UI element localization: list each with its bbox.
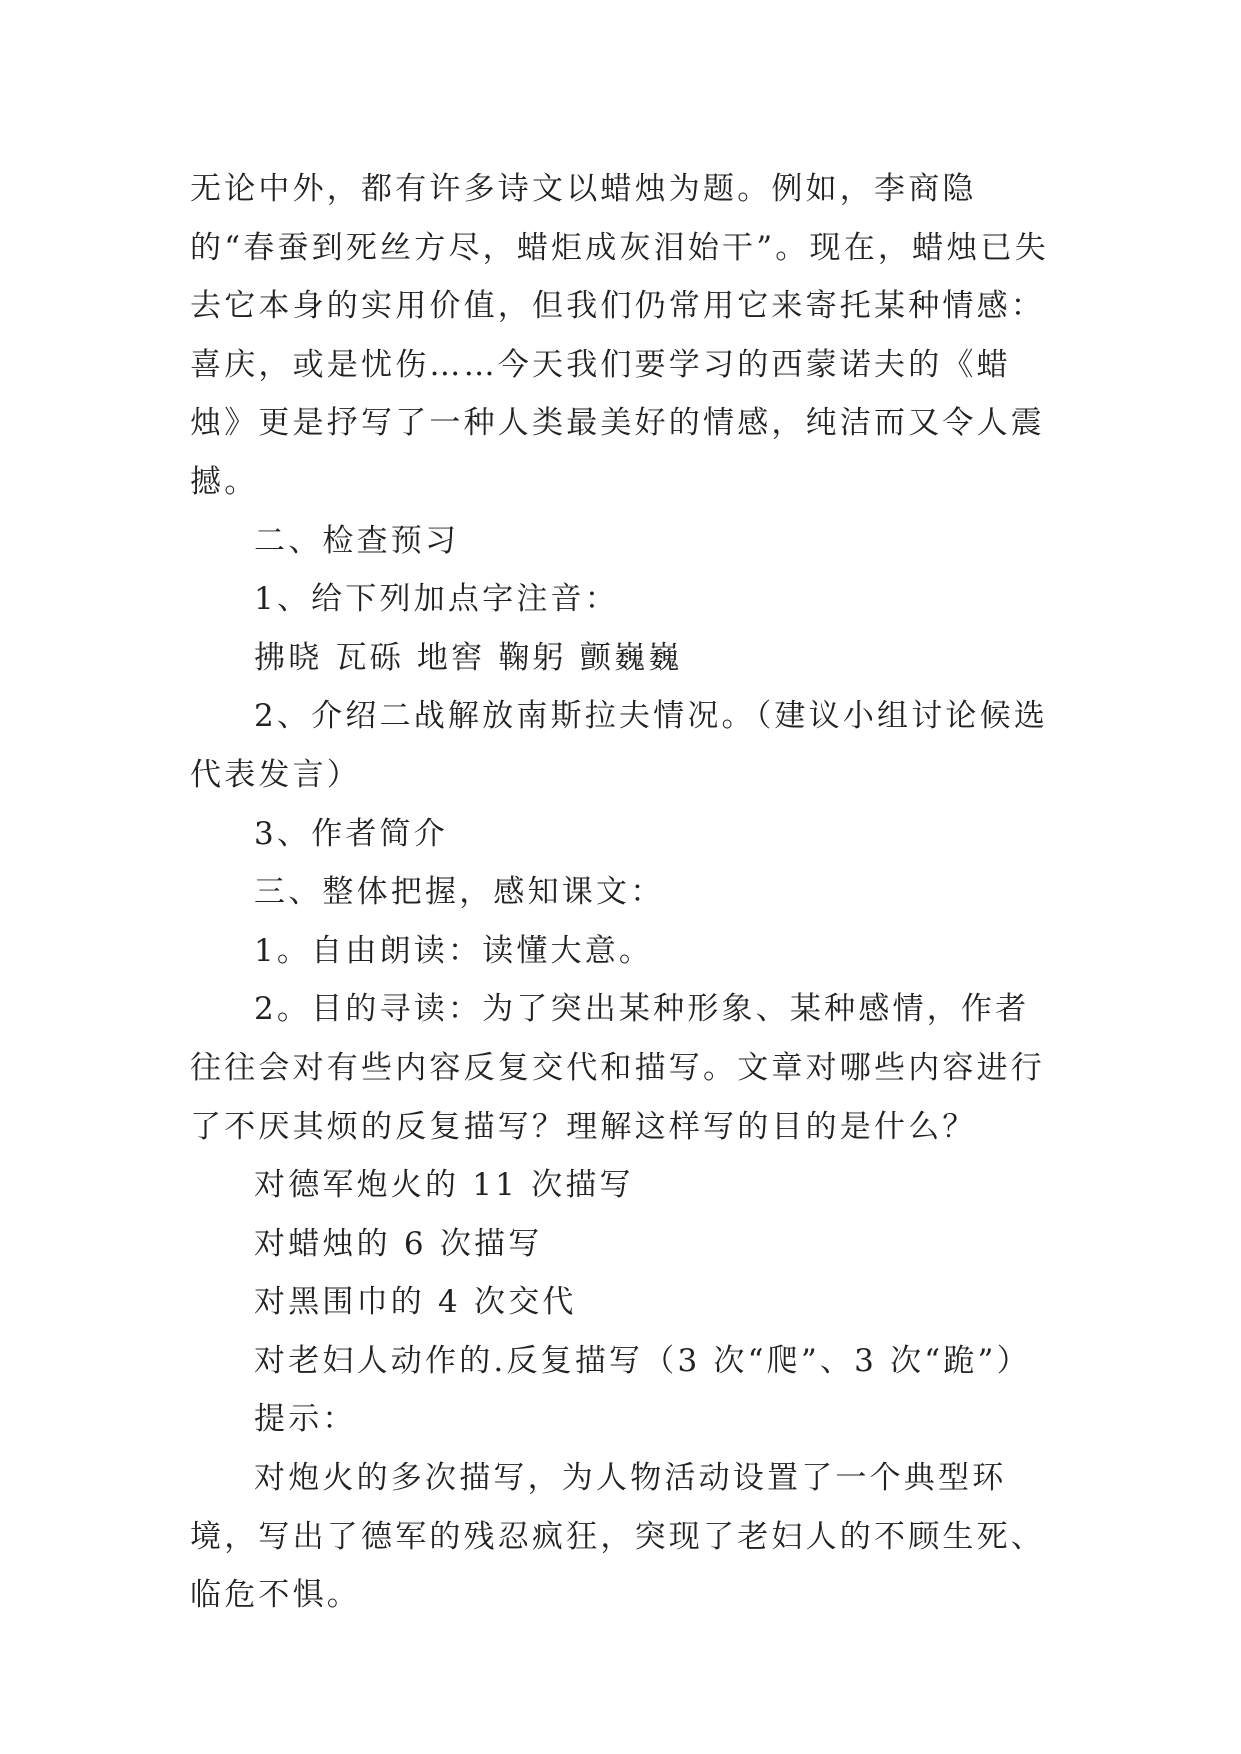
list-item: 对老妇人动作的.反复描写（3 次“爬”、3 次“跪”） [254,1342,1031,1379]
item-free-reading: 1。自由朗读：读懂大意。 [254,932,654,969]
list-item: 对黑围巾的 4 次交代 [254,1284,577,1321]
list-item: 对蜡烛的 6 次描写 [254,1225,543,1262]
item-background: 2、介绍二战解放南斯拉夫情况。（建议小组讨论候选代表发言） [190,698,1049,793]
paragraph-intro: 无论中外，都有许多诗文以蜡烛为题。例如，李商隐的“春蚕到死丝方尽，蜡炬成灰泪始干”。现在，蜡烛已失去它本身的实用价值，但我们仍常用它来寄托某种情感：喜庆，或是忧伤……今天我们要学习的西蒙诺夫的《蜡烛》更是抒写了一种人类最美好的情感，纯洁而又令人震撼。 [190,171,1049,500]
list-item: 对德军炮火的 11 次描写 [254,1167,634,1204]
document-body [190,160,1060,1625]
item-purpose-reading: 2。目的寻读：为了突出某种形象、某种感情，作者往往会对有些内容反复交代和描写。文章对哪些内容进行了不厌其烦的反复描写？理解这样写的目的是什么？ [190,991,1045,1145]
hint-label: 提示： [254,1401,357,1438]
heading-check-preview: 二、检查预习 [254,522,460,559]
heading-overall: 三、整体把握，感知课文： [254,874,665,911]
item-author: 3、作者简介 [254,815,448,852]
word-list: 拂晓 瓦砾 地窖 鞠躬 颤巍巍 [254,639,683,676]
item-pronunciation: 1、给下列加点字注音： [254,581,619,618]
hint-text: 对炮火的多次描写，为人物活动设置了一个典型环境，写出了德军的残忍疯狂，突现了老妇人的不顾生死、临危不惧。 [190,1460,1045,1614]
